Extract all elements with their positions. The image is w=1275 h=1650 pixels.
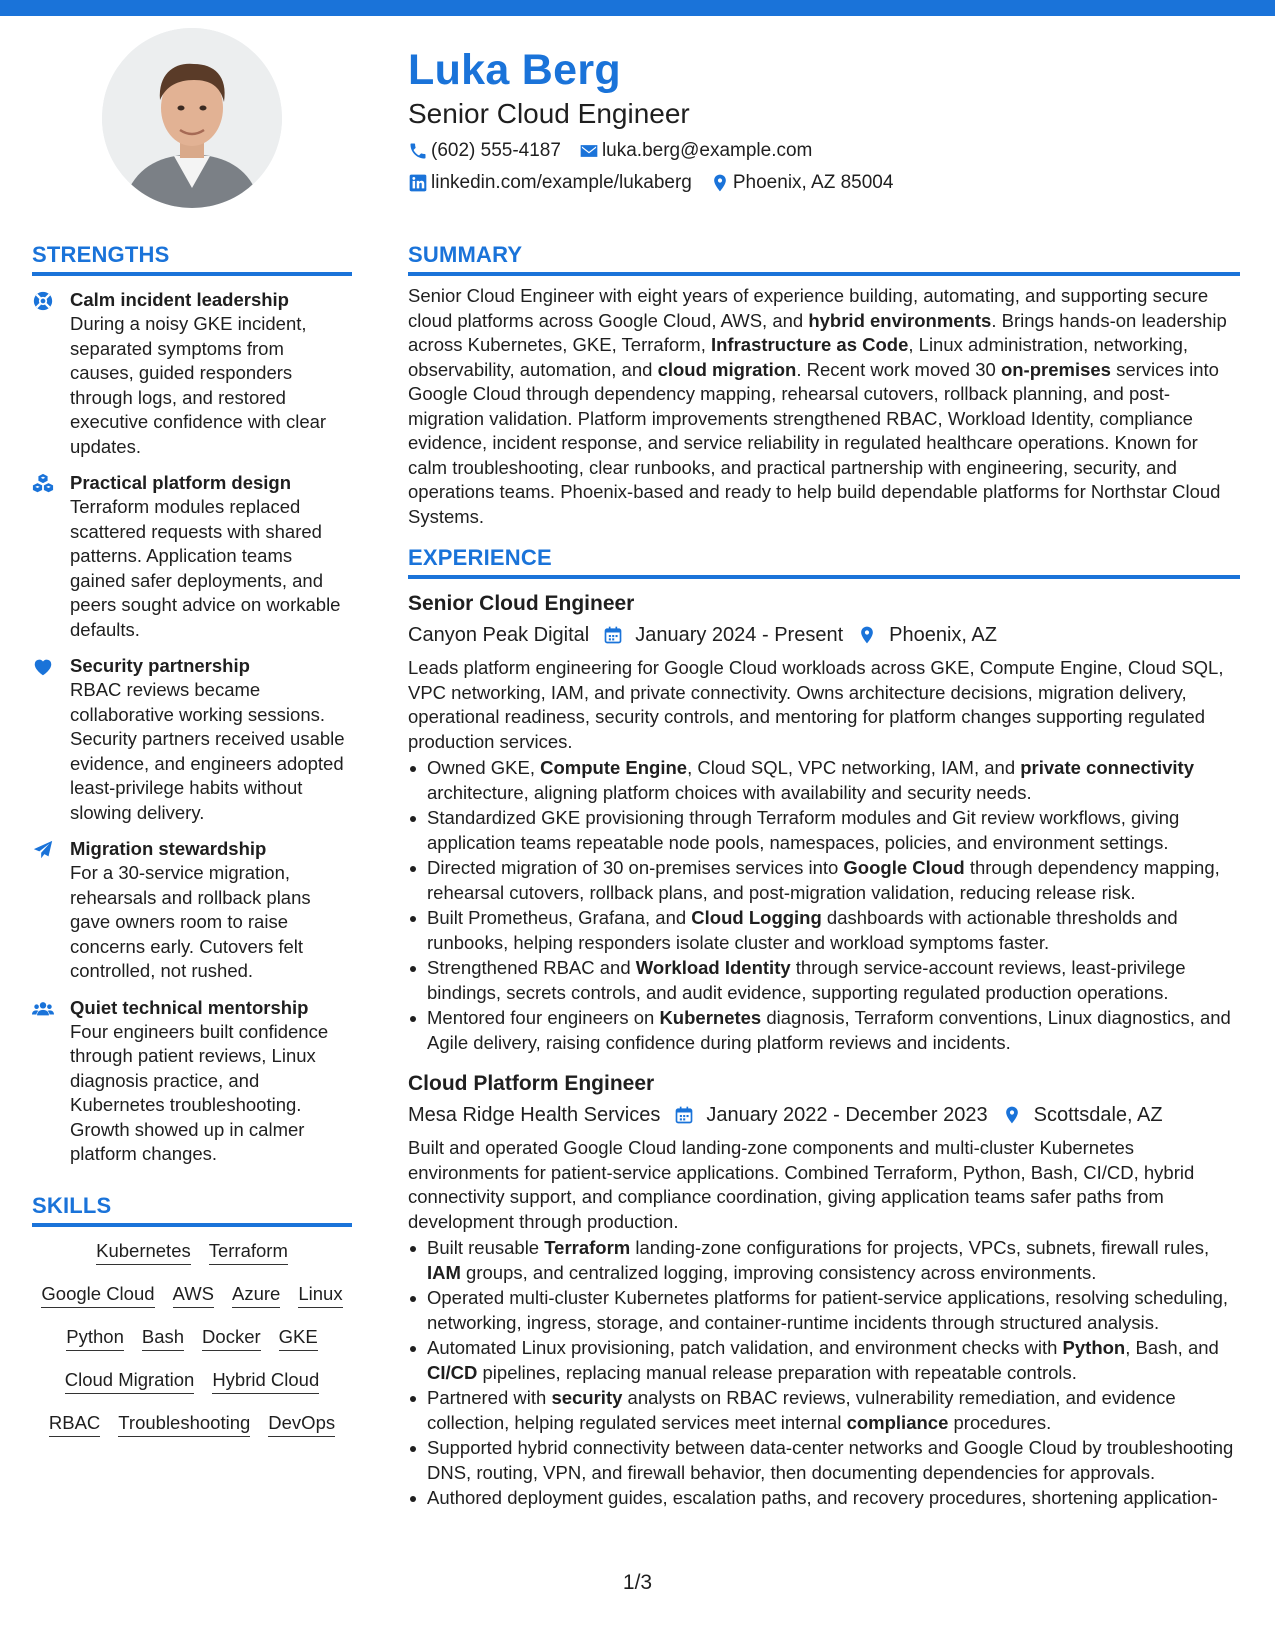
experience-list xyxy=(408,589,1240,1511)
map-pin-icon xyxy=(857,625,877,645)
strength-item xyxy=(32,471,352,642)
strength-desc: RBAC reviews became collaborative working sessions. Security partners received usable evidence, and engineers adopted least-privilege habits without slowing delivery. xyxy=(70,679,345,823)
job-company: Canyon Peak Digital xyxy=(408,624,590,646)
text-run: landing-zone configurations for projects, VPCs, subnets, firewall rules, xyxy=(630,1237,1210,1258)
strength-item xyxy=(32,654,352,825)
bold-text: Compute Engine xyxy=(540,757,688,778)
profile-photo-image xyxy=(102,28,282,208)
text-run: Owned GKE, xyxy=(427,757,541,778)
bold-text: IAM xyxy=(427,1261,461,1283)
job-entry xyxy=(408,1069,1240,1511)
skill-tag: Cloud Migration xyxy=(65,1368,195,1394)
skill-tag: Python xyxy=(66,1325,124,1351)
linkedin-icon xyxy=(408,173,428,193)
job-bullet xyxy=(408,806,1240,855)
skill-tag: GKE xyxy=(279,1325,318,1351)
strength-desc: Terraform modules replaced scattered requests with shared patterns. Application teams gained safer deployments, and peers sought advice on workable defaults. xyxy=(70,496,341,640)
job-bullet xyxy=(408,1386,1240,1435)
text-run: , Bash, and xyxy=(1125,1337,1219,1358)
contact-location xyxy=(710,170,894,196)
skill-tag: Kubernetes xyxy=(96,1239,191,1265)
strength-item xyxy=(32,837,352,984)
skill-row xyxy=(32,1411,352,1437)
strength-item xyxy=(32,288,352,459)
job-bullets xyxy=(408,1236,1240,1511)
linkedin-text: linkedin.com/example/lukaberg xyxy=(431,172,692,193)
bold-text: Python xyxy=(1062,1337,1126,1358)
right-column xyxy=(408,240,1240,1512)
users-icon xyxy=(32,998,54,1020)
text-run: Strengthened RBAC and xyxy=(427,957,636,978)
text-run: pipelines, replacing manual release preparation with repeatable controls. xyxy=(477,1361,1077,1383)
strength-title: Quiet technical mentorship xyxy=(70,996,309,1018)
strength-title: Security partnership xyxy=(70,655,250,676)
skill-tag: AWS xyxy=(173,1282,214,1308)
job-company: Mesa Ridge Health Services xyxy=(408,1104,661,1126)
text-run: architecture, aligning platform choices with availability and security needs. xyxy=(427,781,1032,803)
bold-text: Terraform xyxy=(544,1237,631,1258)
job-dates: January 2022 - December 2023 xyxy=(706,1104,988,1126)
paper-plane-icon xyxy=(32,839,54,861)
job-bullet xyxy=(408,906,1240,955)
left-column xyxy=(32,240,352,1454)
text-run: Operated multi-cluster Kubernetes platforms for patient-service applications, resolving scheduling, networking, ingress, storage, and container-runtime incidents through structured analysis. xyxy=(427,1287,1229,1333)
phone-text: (602) 555-4187 xyxy=(431,140,561,161)
skill-tag: Azure xyxy=(232,1282,280,1308)
contact-phone[interactable] xyxy=(408,138,561,164)
skill-tag: RBAC xyxy=(49,1411,100,1437)
skill-tag: Troubleshooting xyxy=(118,1411,250,1437)
text-run: Directed migration of 30 on-premises services into xyxy=(427,857,844,878)
skills-heading: SKILLS xyxy=(32,1191,352,1227)
text-run: . Brings hands-on leadership across Kubernetes, GKE, Terraform, xyxy=(408,309,1227,355)
text-run: procedures. xyxy=(948,1411,1052,1433)
heart-icon xyxy=(32,656,54,678)
job-bullet xyxy=(408,1236,1240,1285)
text-run: Standardized GKE provisioning through Terraform modules and Git review workflows, giving application teams repeatable node pools, namespaces, policies, and environment settings. xyxy=(427,807,1180,853)
lifebuoy-icon xyxy=(32,290,54,312)
strength-item xyxy=(32,996,352,1167)
strength-title: Migration stewardship xyxy=(70,838,267,859)
text-run: Authored deployment guides, escalation paths, and recovery procedures, shortening application- xyxy=(427,1487,1218,1508)
job-bullet xyxy=(408,1006,1240,1055)
experience-heading: EXPERIENCE xyxy=(408,543,1240,579)
bold-text: Kubernetes xyxy=(659,1007,762,1028)
job-description: Leads platform engineering for Google Cloud workloads across GKE, Compute Engine, Cloud SQL, VPC networking, IAM, and private connectivity. Owns architecture decisions, migration delivery, operational readiness, security controls, and mentoring for platform changes supporting regulated production services. xyxy=(408,657,1224,752)
job-bullet xyxy=(408,1286,1240,1335)
bold-text: security xyxy=(551,1387,623,1408)
profile-photo xyxy=(102,28,282,208)
job-bullet xyxy=(408,1486,1240,1511)
job-description: Built and operated Google Cloud landing-zone components and multi-cluster Kubernetes environments for patient-service applications. Combined Terraform, Python, Bash, CI/CD, hybrid connectivity support, and compliance coordination, giving application teams safer paths from development through production. xyxy=(408,1137,1195,1232)
text-run: analysts on RBAC reviews, vulnerability remediation, and evidence collection, helping regulated services meet internal xyxy=(427,1387,1176,1433)
job-bullet xyxy=(408,1336,1240,1385)
skill-row xyxy=(32,1325,352,1351)
bold-text: Cloud Logging xyxy=(691,907,822,928)
email-text: luka.berg@example.com xyxy=(601,140,813,161)
skills-list xyxy=(32,1239,352,1437)
envelope-icon xyxy=(579,141,599,161)
skill-row xyxy=(32,1368,352,1394)
calendar-icon xyxy=(603,625,623,645)
skill-tag: DevOps xyxy=(268,1411,335,1437)
text-run: through service-account reviews, least-privilege bindings, secrets controls, and audit evidence, supporting regulated production operations. xyxy=(427,957,1186,1003)
bold-text: cloud migration xyxy=(657,358,797,380)
contact-linkedin[interactable] xyxy=(408,170,692,196)
job-location: Phoenix, AZ xyxy=(889,624,997,646)
bold-text: on-premises xyxy=(1000,358,1111,380)
contact-email[interactable] xyxy=(579,138,812,164)
job-dates: January 2024 - Present xyxy=(635,624,844,646)
text-run: diagnosis, Terraform conventions, Linux diagnostics, and Agile delivery, raising confidence during platform reviews and incidents. xyxy=(427,1007,1231,1053)
strength-desc: Four engineers built confidence through patient reviews, Linux diagnosis practice, and Kubernetes troubleshooting. Growth showed up in calmer platform changes. xyxy=(70,1020,329,1164)
bold-text: private connectivity xyxy=(1020,757,1195,778)
page-number: 1/3 xyxy=(622,1571,653,1594)
candidate-role: Senior Cloud Engineer xyxy=(408,98,690,129)
contact-row-2 xyxy=(408,170,1238,196)
candidate-name: Luka Berg xyxy=(408,46,621,94)
text-run: Mentored four engineers on xyxy=(427,1007,660,1028)
job-title: Cloud Platform Engineer xyxy=(408,1072,655,1095)
skill-tag: Bash xyxy=(142,1325,184,1351)
job-title: Senior Cloud Engineer xyxy=(408,592,635,615)
text-run: , Cloud SQL, VPC networking, IAM, and xyxy=(687,757,1021,778)
text-run: Built reusable xyxy=(427,1237,545,1258)
bold-text: compliance xyxy=(846,1411,949,1433)
skill-tag: Terraform xyxy=(209,1239,288,1265)
skill-tag: Docker xyxy=(202,1325,261,1351)
location-text: Phoenix, AZ 85004 xyxy=(732,172,894,193)
contact-row-1 xyxy=(408,138,1238,164)
cubes-icon xyxy=(32,473,54,495)
text-run: groups, and centralized logging, improving consistency across environments. xyxy=(460,1261,1097,1283)
skill-row xyxy=(32,1282,352,1308)
skill-row xyxy=(32,1239,352,1265)
summary-text xyxy=(408,284,1240,529)
bold-text: CI/CD xyxy=(427,1361,478,1383)
skill-tag: Hybrid Cloud xyxy=(212,1368,319,1394)
strength-desc: During a noisy GKE incident, separated symptoms from causes, guided responders through logs, and restored executive confidence with clear updates. xyxy=(70,313,327,457)
summary-heading: SUMMARY xyxy=(408,240,1240,276)
phone-icon xyxy=(408,141,428,161)
bold-text: Workload Identity xyxy=(635,957,791,978)
strength-desc: For a 30-service migration, rehearsals and rollback plans gave owners room to raise concerns early. Cutovers felt controlled, not rushed. xyxy=(70,862,311,981)
bold-text: Google Cloud xyxy=(843,857,965,878)
job-meta xyxy=(408,1100,1240,1130)
job-bullet xyxy=(408,956,1240,1005)
text-run: through dependency mapping, rehearsal cutovers, rollback plans, and post-migration validation, reducing release risk. xyxy=(427,857,1220,903)
skill-tag: Google Cloud xyxy=(41,1282,154,1308)
text-run: , Linux administration, networking, observability, automation, and xyxy=(408,334,1189,380)
strength-title: Calm incident leadership xyxy=(70,289,289,310)
text-run: Partnered with xyxy=(427,1387,552,1408)
job-bullets xyxy=(408,756,1240,1055)
strength-title: Practical platform design xyxy=(70,472,292,493)
text-run: Automated Linux provisioning, patch validation, and environment checks with xyxy=(427,1337,1063,1358)
text-run: Built Prometheus, Grafana, and xyxy=(427,907,692,928)
job-meta xyxy=(408,620,1240,650)
job-entry xyxy=(408,589,1240,1055)
map-pin-icon xyxy=(710,173,730,193)
map-pin-icon xyxy=(1002,1105,1022,1125)
text-run: Supported hybrid connectivity between data-center networks and Google Cloud by troubleshooting DNS, routing, VPN, and firewall behavior, then documenting dependencies for approvals. xyxy=(427,1437,1234,1483)
job-bullet xyxy=(408,856,1240,905)
top-accent-bar xyxy=(0,0,1275,16)
text-run: Senior Cloud Engineer with eight years of experience building, automating, and supporting secure cloud platforms across Google Cloud, AWS, and xyxy=(408,285,1209,331)
bold-text: hybrid environments xyxy=(808,309,992,331)
resume-header xyxy=(408,44,1238,196)
strengths-heading: STRENGTHS xyxy=(32,240,352,276)
bold-text: Infrastructure as Code xyxy=(710,334,909,355)
text-run: dashboards with actionable thresholds and runbooks, helping responders isolate cluster and workload symptoms faster. xyxy=(427,907,1178,953)
job-location: Scottsdale, AZ xyxy=(1033,1104,1163,1126)
job-bullet xyxy=(408,756,1240,805)
text-run: . Recent work moved 30 xyxy=(796,358,1001,380)
skill-tag: Linux xyxy=(298,1282,342,1308)
job-bullet xyxy=(408,1436,1240,1485)
calendar-icon xyxy=(674,1105,694,1125)
text-run: services into Google Cloud through dependency mapping, rehearsal cutovers, rollback planning, and post-migration validation. Platform improvements strengthened RBAC, Workload Identity, compliance evidence, incident response, and service reliability in regulated healthcare operations. Known for calm troubleshooting, clear runbooks, and practical partnership with engineering, security, and operations teams. Phoenix-based and ready to help build dependable platforms for Northstar Cloud Systems. xyxy=(408,358,1221,527)
